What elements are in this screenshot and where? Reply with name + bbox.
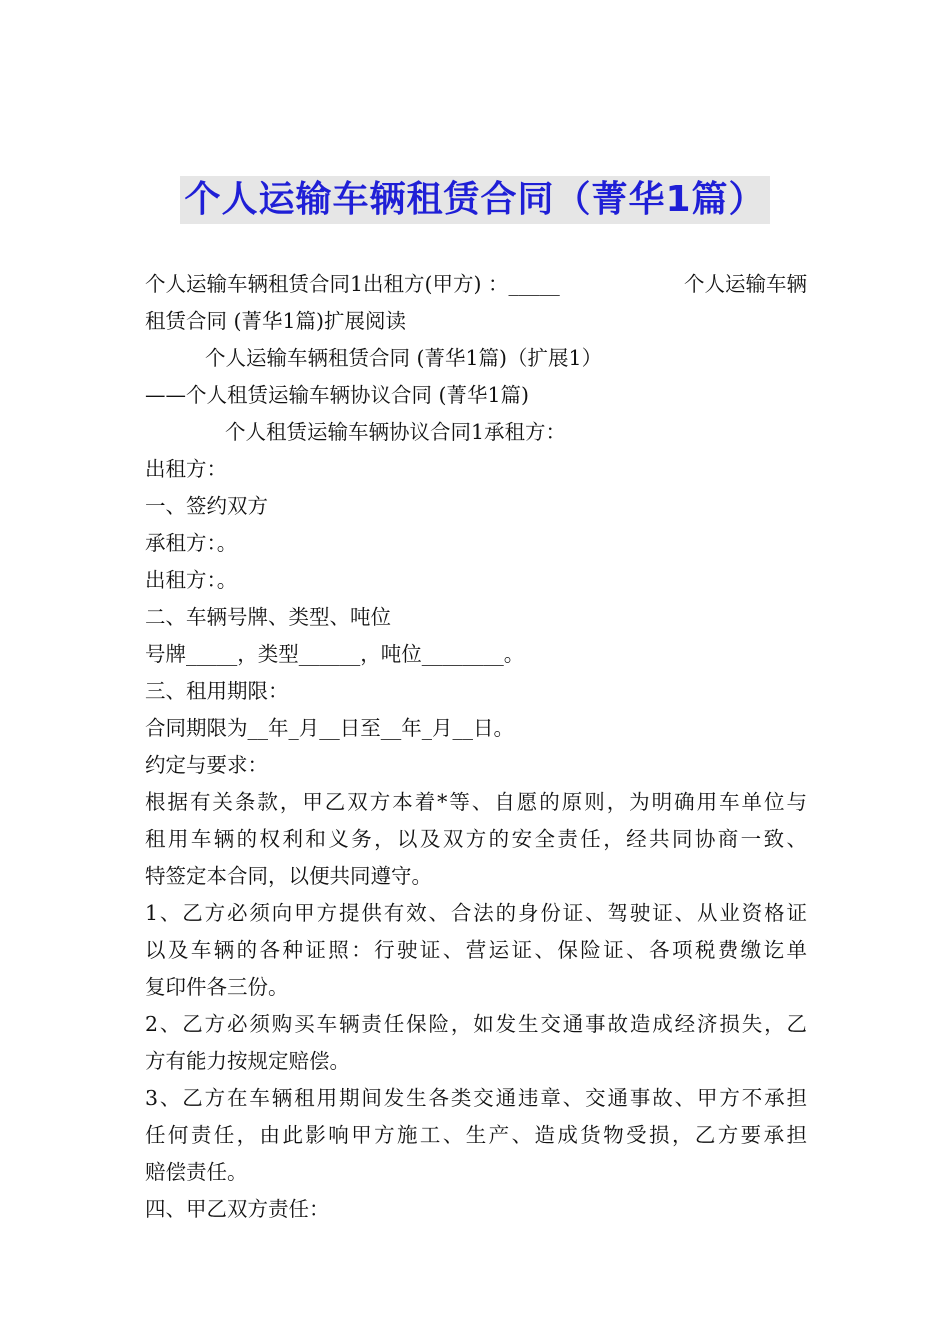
paragraph-line: 特签定本合同，以便共同遵守。 — [145, 864, 432, 888]
paragraph-line: ——个人租赁运输车辆协议合同 (菁华1篇) — [145, 383, 530, 407]
section-heading: 一、签约双方 — [145, 494, 268, 518]
paragraph-line: 个人运输车辆租赁合同 (菁华1篇)（扩展1） — [205, 346, 603, 370]
paragraph-line: 赔偿责任。 — [145, 1160, 248, 1184]
section-heading: 四、甲乙双方责任： — [145, 1197, 330, 1221]
paragraph-line: 以及车辆的各种证照：行驶证、营运证、保险证、各项税费缴讫单 — [145, 938, 807, 962]
paragraph-line: 出租方： — [145, 457, 227, 481]
line-text: 个人运输车辆租赁合同1出租方(甲方) ：_____ — [145, 272, 560, 296]
paragraph-line: 1、乙方必须向甲方提供有效、合法的身份证、驾驶证、从业资格证 — [145, 901, 807, 925]
paragraph-line — [145, 266, 807, 303]
paragraph-line: 合同期限为__年_月__日至__年_月__日。 — [145, 716, 514, 740]
paragraph-line: 个人租赁运输车辆协议合同1承租方： — [225, 420, 567, 444]
document-title: 个人运输车辆租赁合同（菁华1篇） — [180, 176, 769, 224]
paragraph-line: 租用车辆的权利和义务，以及双方的安全责任，经共同协商一致、 — [145, 827, 807, 851]
section-heading: 约定与要求： — [145, 753, 268, 777]
section-heading: 三、租用期限： — [145, 679, 289, 703]
paragraph-line: 方有能力按规定赔偿。 — [145, 1049, 350, 1073]
document-body — [145, 266, 807, 1228]
paragraph-line: 承租方：。 — [145, 531, 238, 555]
paragraph-line: 3、乙方在车辆租用期间发生各类交通违章、交通事故、甲方不承担 — [145, 1086, 807, 1110]
paragraph-line: 2、乙方必须购买车辆责任保险，如发生交通事故造成经济损失，乙 — [145, 1012, 807, 1036]
section-heading: 二、车辆号牌、类型、吨位 — [145, 605, 391, 629]
paragraph-line: 租赁合同 (菁华1篇)扩展阅读 — [145, 309, 407, 333]
title-container — [0, 176, 950, 224]
paragraph-line: 任何责任，由此影响甲方施工、生产、造成货物受损，乙方要承担 — [145, 1123, 807, 1147]
paragraph-line: 复印件各三份。 — [145, 975, 289, 999]
paragraph-line: 出租方：。 — [145, 568, 238, 592]
paragraph-line: 号牌_____，类型______，吨位________。 — [145, 642, 525, 666]
line-text: 个人运输车辆 — [684, 272, 807, 296]
paragraph-line: 根据有关条款，甲乙双方本着*等、自愿的原则，为明确用车单位与 — [145, 790, 807, 814]
